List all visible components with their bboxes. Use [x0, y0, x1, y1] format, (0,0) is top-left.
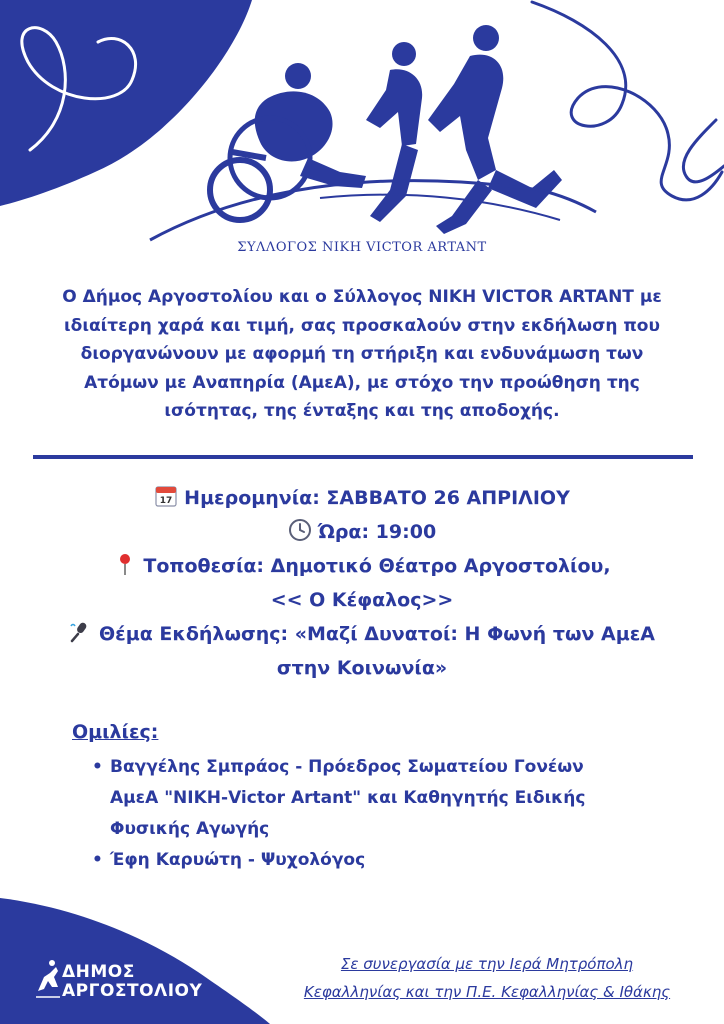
- event-date: Ημερομηνία: ΣΑΒΒΑΤΟ 26 ΑΠΡΙΛΙΟΥ: [184, 487, 570, 509]
- city-name: [62, 963, 202, 1001]
- event-location-line2: << Ο Κέφαλος>>: [270, 589, 454, 611]
- bullet: •: [92, 850, 103, 870]
- partner-line1: Σε συνεργασία με την Ιερά Μητρόπολη: [340, 955, 634, 973]
- calendar-icon-number: 17: [159, 496, 173, 506]
- event-theme-line1: Θέμα Εκδήλωσης: «Μαζί Δυνατοί: Η Φωνή των ΑμεΑ: [98, 623, 655, 645]
- event-theme-row: [28, 617, 696, 651]
- speakers-list: [92, 752, 692, 876]
- speaker-item: [92, 845, 692, 876]
- partnership-note: [262, 950, 712, 1006]
- city-name-line2: ΑΡΓΟΣΤΟΛΙΟΥ: [62, 981, 203, 1001]
- top-right-squiggle-tail: [683, 120, 724, 182]
- event-time: Ώρα: 19:00: [317, 521, 437, 543]
- partner-line2: Κεφαλληνίας και την Π.Ε. Κεφαλληνίας & Ιθάκης: [303, 983, 671, 1001]
- event-location-line1: Τοποθεσία: Δημοτικό Θέατρο Αργοστολίου,: [143, 555, 611, 577]
- clock-icon: [288, 518, 312, 542]
- intro-line: ισότητας, της ένταξης και της αποδοχής.: [164, 401, 560, 421]
- event-time-row: [28, 515, 696, 549]
- speaker-item: [92, 752, 692, 845]
- association-logo: [140, 20, 600, 265]
- association-name: ΣΥΛΛΟΓΟΣ ΝΙΚΗ VICTOR ARTANT: [237, 240, 487, 255]
- section-divider: [33, 455, 693, 459]
- microphone-icon: [69, 620, 93, 644]
- event-theme-line2: στην Κοινωνία»: [276, 657, 448, 679]
- wheelchair-athlete-runners-logo-icon: [150, 25, 596, 240]
- speaker-line: ΑμεΑ "ΝΙΚΗ-Victor Artant" και Καθηγητής Ειδικής: [110, 788, 586, 808]
- intro-line: Ο Δήμος Αργοστολίου και ο Σύλλογος ΝΙΚΗ VICTOR ARTANT με: [62, 287, 662, 307]
- event-date-row: [28, 481, 696, 515]
- speakers-title: Ομιλίες:: [72, 721, 159, 743]
- calendar-icon: [154, 484, 178, 508]
- bullet: •: [92, 757, 103, 777]
- event-details: [28, 481, 696, 685]
- intro-line: Ατόμων με Αναπηρία (ΑμεΑ), με στόχο την προώθηση της: [84, 372, 640, 393]
- event-location-row: [28, 549, 696, 583]
- intro-line: ιδιαίτερη χαρά και τιμή, σας προσκαλούν στην εκδήλωση που: [64, 315, 660, 336]
- speaker-line: Έφη Καρυώτη - Ψυχολόγος: [110, 850, 366, 870]
- city-name-line1: ΔΗΜΟΣ: [62, 962, 135, 982]
- map-pin-icon: [113, 552, 137, 576]
- intro-line: διοργανώνουν με αφορμή τη στήριξη και ενδυνάμωση των: [80, 344, 644, 364]
- speaker-line: Φυσικής Αγωγής: [110, 819, 270, 839]
- horse-rider-emblem-icon: [36, 960, 60, 997]
- intro-paragraph: [28, 283, 696, 426]
- speaker-line: Βαγγέλης Σμπράος - Πρόεδρος Σωματείου Γονέων: [110, 757, 584, 777]
